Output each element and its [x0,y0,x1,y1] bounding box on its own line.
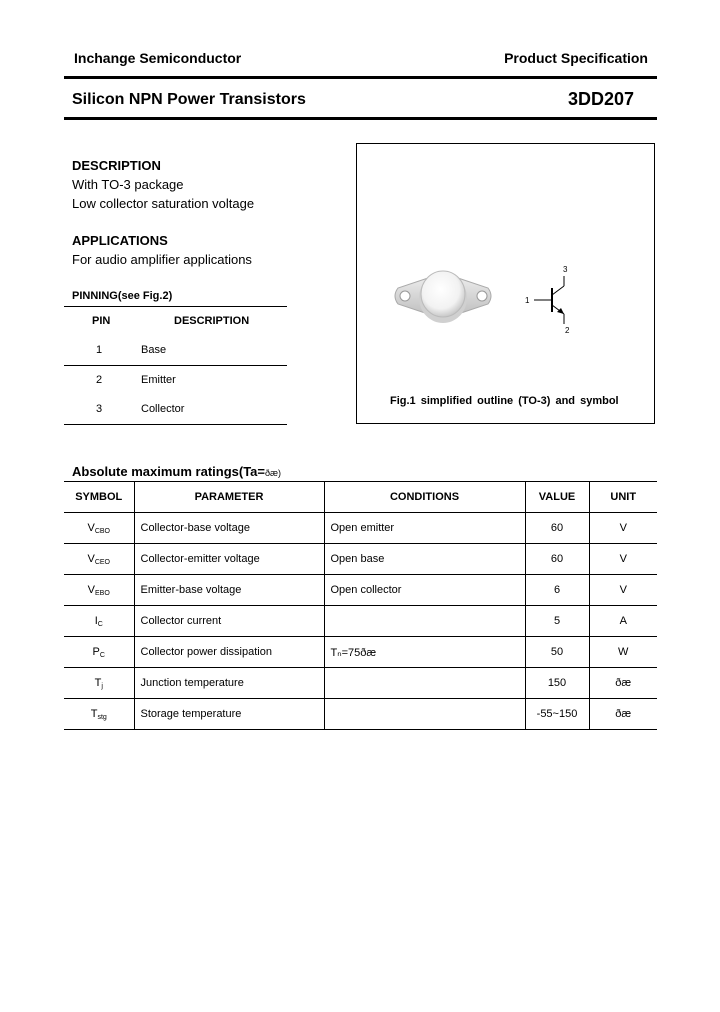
pin-description: Collector [141,403,185,415]
pinning-row-rule [64,365,287,366]
table-row [64,668,657,699]
pinning-bottom-rule [64,424,287,425]
conditions-cell: Open emitter [324,513,525,544]
value-cell: 60 [525,513,589,544]
symbol-subscript: CEO [94,558,110,566]
figure-caption [390,395,619,407]
symbol-subscript: C [99,651,105,659]
table-row [64,513,657,544]
conditions-cell: Tₙ=75ðæ [324,637,525,668]
unit-cell: V [589,513,657,544]
description-line-1: With TO-3 package [72,177,184,192]
title-rule [64,117,657,120]
symbol-pin-label: 1 [525,296,530,305]
pin-description: Emitter [141,374,176,386]
parameter-cell: Emitter-base voltage [134,575,324,606]
symbol-letter: I [94,614,98,627]
conditions-cell [324,699,525,730]
description-heading: DESCRIPTION [72,158,161,173]
parameter-cell: Junction temperature [134,668,324,699]
pin-number: 3 [96,403,103,415]
unit-cell: W [589,637,657,668]
header-rule [64,76,657,79]
unit-cell: ðæ [589,668,657,699]
pinning-col-pin: PIN [92,315,111,327]
value-cell: 50 [525,637,589,668]
unit-cell: V [589,575,657,606]
pin-description: Base [141,344,167,356]
applications-heading: APPLICATIONS [72,233,168,248]
part-number: 3DD207 [567,89,634,109]
pinning-col-description: DESCRIPTION [174,315,250,327]
pin-number: 1 [96,344,103,356]
col-parameter: PARAMETER [134,482,324,513]
col-conditions: CONDITIONS [324,482,525,513]
symbol-cell [64,668,134,699]
figure-caption-text: simplified outline (TO-3) and symbol [415,395,619,407]
symbol-subscript: stg [97,713,107,721]
symbol-cell [64,513,134,544]
col-symbol: SYMBOL [64,482,134,513]
symbol-letter: V [87,583,96,596]
symbol-letter: V [87,552,95,565]
symbol-cell [64,637,134,668]
symbol-pin-label: 2 [565,326,570,335]
symbol-pin-label: 3 [563,265,568,274]
conditions-cell [324,606,525,637]
symbol-letter: P [92,645,100,658]
parameter-cell: Collector-emitter voltage [134,544,324,575]
product-line-title: Silicon NPN Power Transistors [72,91,306,108]
pinning-heading: PINNING(see Fig.2) [72,290,173,302]
ratings-title-text: Absolute maximum ratings(Ta= [72,464,265,479]
ratings-title [72,464,281,479]
symbol-cell [64,606,134,637]
table-row [64,544,657,575]
table-row [64,637,657,668]
table-row [64,575,657,606]
value-cell: 6 [525,575,589,606]
unit-cell: ðæ [589,699,657,730]
applications-line-1: For audio amplifier applications [72,252,252,267]
symbol-letter: T [94,676,102,689]
symbol-subscript: j [101,682,103,690]
col-value: VALUE [525,482,589,513]
unit-cell: V [589,544,657,575]
value-cell: 60 [525,544,589,575]
unit-cell: A [589,606,657,637]
ratings-table [64,481,657,730]
value-cell: -55~150 [525,699,589,730]
description-line-2: Low collector saturation voltage [72,196,255,211]
figure-caption-label: Fig.1 [390,395,416,407]
ratings-header-row [64,482,657,513]
pin-number: 2 [96,374,103,386]
conditions-cell: Open collector [324,575,525,606]
table-row [64,606,657,637]
symbol-cell [64,575,134,606]
parameter-cell: Collector current [134,606,324,637]
symbol-letter: T [90,707,98,720]
col-unit: UNIT [589,482,657,513]
symbol-cell [64,699,134,730]
parameter-cell: Collector power dissipation [134,637,324,668]
symbol-letter: V [87,521,95,534]
pinning-top-rule [64,306,287,307]
document-type: Product Specification [504,50,648,66]
ratings-title-unit: ðæ) [265,468,282,478]
symbol-subscript: C [97,620,103,628]
parameter-cell: Collector-base voltage [134,513,324,544]
value-cell: 5 [525,606,589,637]
to3-package-icon [388,262,498,332]
symbol-subscript: CBO [94,527,110,535]
company-name: Inchange Semiconductor [74,50,242,66]
value-cell: 150 [525,668,589,699]
symbol-cell [64,544,134,575]
parameter-cell: Storage temperature [134,699,324,730]
table-row [64,699,657,730]
symbol-subscript: EBO [95,589,110,597]
conditions-cell: Open base [324,544,525,575]
conditions-cell [324,668,525,699]
